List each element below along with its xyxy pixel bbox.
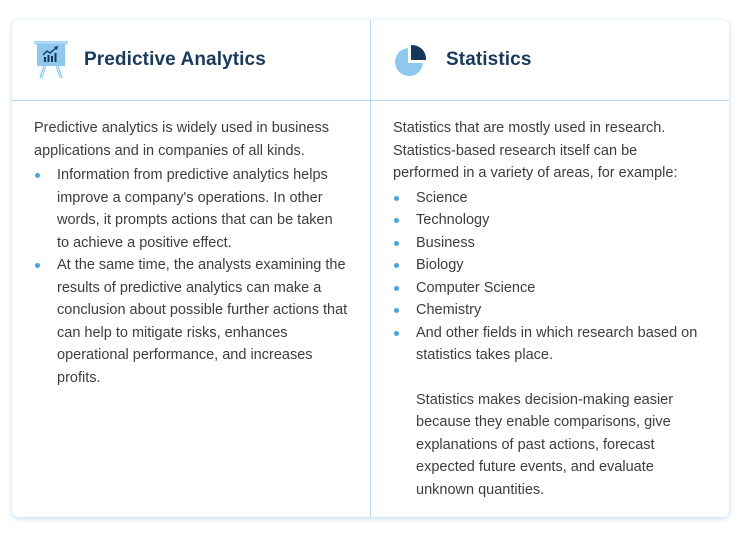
statistics-outro: Statistics makes decision-making easier because they enable comparisons, give explanations of past actions, forecast expected future events, and evaluate unknown quantities. bbox=[416, 391, 674, 498]
pie-chart-icon bbox=[393, 41, 429, 79]
statistics-body bbox=[371, 100, 729, 501]
bullet-icon bbox=[394, 196, 399, 201]
bullet-icon bbox=[394, 241, 399, 246]
bullet-icon bbox=[394, 218, 399, 223]
bullet-icon bbox=[394, 308, 399, 313]
statistics-header bbox=[371, 20, 729, 100]
statistics-title: Statistics bbox=[446, 49, 532, 70]
list-item: And other fields in which research based on statistics takes place. bbox=[393, 322, 707, 367]
bullet-icon bbox=[35, 263, 40, 268]
statistics-column bbox=[371, 20, 729, 517]
bullet-icon bbox=[394, 286, 399, 291]
predictive-analytics-intro: Predictive analytics is widely used in business applications and in companies of all kinds. bbox=[34, 120, 329, 159]
predictive-analytics-column bbox=[12, 20, 370, 517]
list-item: At the same time, the analysts examining the results of predictive analytics can make a conclusion about possible further actions that can help to mitigate risks, enhances operational performance, and increases profits. bbox=[34, 254, 348, 389]
predictive-analytics-header bbox=[12, 20, 370, 100]
predictive-analytics-title: Predictive Analytics bbox=[84, 49, 266, 70]
list-item: Science bbox=[393, 187, 707, 210]
list-item: Technology bbox=[393, 209, 707, 232]
presentation-chart-icon bbox=[33, 41, 69, 79]
list-item: Information from predictive analytics helps improve a company's operations. In other words, it prompts actions that can be taken to achieve a positive effect. bbox=[34, 164, 348, 254]
list-item: Biology bbox=[393, 254, 707, 277]
list-item: Business bbox=[393, 232, 707, 255]
list-item: Chemistry bbox=[393, 299, 707, 322]
bullet-icon bbox=[35, 173, 40, 178]
statistics-intro: Statistics that are mostly used in research. Statistics-based research itself can be performed in a variety of areas, for example: bbox=[393, 120, 678, 181]
predictive-analytics-body bbox=[12, 100, 370, 389]
statistics-list bbox=[393, 187, 707, 367]
predictive-analytics-list bbox=[34, 164, 348, 389]
bullet-icon bbox=[394, 263, 399, 268]
comparison-card bbox=[12, 20, 729, 517]
bullet-icon bbox=[394, 331, 399, 336]
list-item: Computer Science bbox=[393, 277, 707, 300]
